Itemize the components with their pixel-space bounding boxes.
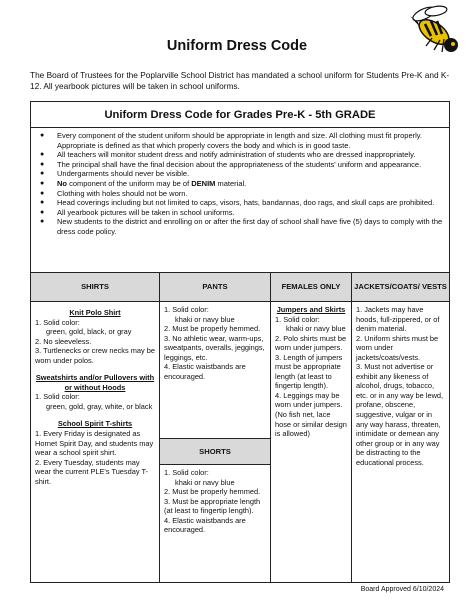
jumpers-title: Jumpers and Skirts (276, 305, 346, 314)
list-item: 2. Uniform shirts must be worn under jackets/coats/vests. (356, 333, 439, 362)
list-item: 4. Leggings may be worn under jumpers. (No fish net, lace hose or similar design is allowed) (275, 390, 347, 439)
list-item: 1. Solid color: (164, 305, 209, 314)
dress-code-box (30, 101, 450, 583)
pants-header: PANTS (160, 272, 270, 302)
section-title: Uniform Dress Code for Grades Pre-K - 5th GRADE (31, 102, 449, 128)
list-item: 2. No sleeveless. (35, 336, 92, 346)
list-item: green, gold, gray, white, or black (46, 401, 153, 411)
list-item: 3. Turtlenecks or crew necks may be worn under polos. (35, 346, 155, 365)
list-item: ● No component of the uniform may be of DENIM material. (40, 178, 247, 188)
list-item: khaki or navy blue (286, 324, 346, 334)
list-item: 2. Polo shirts must be worn under jumpers. (275, 333, 347, 353)
shorts-header: SHORTS (160, 438, 270, 465)
spirit-shirts-title: School Spirit T-shirts (57, 419, 133, 429)
shorts-cell (160, 465, 270, 538)
list-item: 2. Must be properly hemmed. (164, 324, 261, 334)
list-item: ● Head coverings including but not limited to caps, visors, hats, bandannas, doo rags, and skull caps are prohibited. (40, 198, 435, 208)
list-item: ● All teachers will monitor student dress and notify administration of students who are dressed inappropriately. (40, 150, 416, 160)
list-item: 1. Solid color: (275, 314, 320, 324)
list-item: ● New students to the district and enrolling on or after the first day of school shall have five (5) days to comply with the dress code policy. (40, 217, 443, 236)
list-item: 1. Solid color: (35, 317, 80, 327)
list-item: 2. Must be properly hemmed. (164, 487, 261, 497)
intro-text: The Board of Trustees for the Poplarville School District has mandated a school uniform for Students Pre-K and K-12. All yearbook pictures will be taken in school uniforms. (30, 70, 450, 91)
jackets-column (351, 272, 450, 583)
list-item: green, gold, black, or gray (46, 327, 132, 337)
list-item: 4. Elastic waistbands are encouraged. (164, 362, 246, 381)
shirts-column (30, 272, 160, 583)
list-item: ● All yearbook pictures will be taken in school uniforms. (40, 207, 235, 217)
list-item: 1. Jackets may have hoods, full-zippered, or of denim material. (356, 305, 440, 334)
pants-cell (160, 302, 270, 438)
list-item: 1. Solid color: (164, 468, 209, 477)
list-item: 4. Elastic waistbands are encouraged. (164, 515, 246, 535)
list-item: khaki or navy blue (175, 314, 235, 324)
list-item: ● Every component of the student uniform should be appropriate in length and size. All clothing must fit properly. Appropriate is defined as that which properly covers the body and which is in good taste. (40, 131, 423, 150)
sweatshirts-title: Sweatshirts and/or Pullovers with or without Hoods (35, 373, 155, 392)
list-item: 3. Must be appropriate length (at least to fingertip length). (164, 496, 261, 516)
uniform-table (30, 272, 450, 583)
list-item: ● Undergarments should never be visible. (40, 169, 190, 179)
page-title: Uniform Dress Code (166, 38, 308, 54)
females-header: FEMALES ONLY (271, 272, 351, 302)
shirts-header: SHIRTS (31, 272, 159, 302)
knit-polo-title: Knit Polo Shirt (69, 308, 121, 317)
approval-footer: Board Approved 6/10/2024 (360, 586, 444, 593)
list-item: 3. No athletic wear, warm-ups, sweatpants, overalls, jeggings, leggings, etc. (164, 333, 265, 362)
jackets-header: JACKETS/COATS/ VESTS (352, 272, 449, 302)
list-item: ● Clothing with holes should not be worn. (40, 188, 188, 198)
rules-list (31, 128, 449, 240)
list-item: 2. Every Tuesday, students may wear the current PLE's Tuesday T-shirt. (35, 457, 149, 486)
jackets-cell (352, 302, 449, 470)
list-item: 3. Length of jumpers must be appropriate length (at least to fingertip length). (275, 352, 343, 391)
list-item: ● The principal shall have the final decision about the appropriateness of the students' uniform and appearance. (40, 159, 422, 169)
list-item: khaki or navy blue (175, 477, 235, 487)
females-column (270, 272, 352, 583)
shirts-cell (31, 302, 159, 489)
list-item: 1. Every Friday is designated as Hornet Spirit Day, and students may wear a school spirit shirt. (35, 429, 154, 458)
list-item: 1. Solid color: (35, 392, 80, 402)
pants-column (159, 272, 271, 583)
females-cell (271, 302, 351, 442)
list-item: 3. Must not advertise or exhibit any likeness of alcohol, drugs, tobacco, etc. or in any way be lewd, profane, obscene, suggestive, vulgar or in any way harass, threaten, intimidate or demean any other group or in any way be distracting to the educational process. (356, 362, 444, 467)
